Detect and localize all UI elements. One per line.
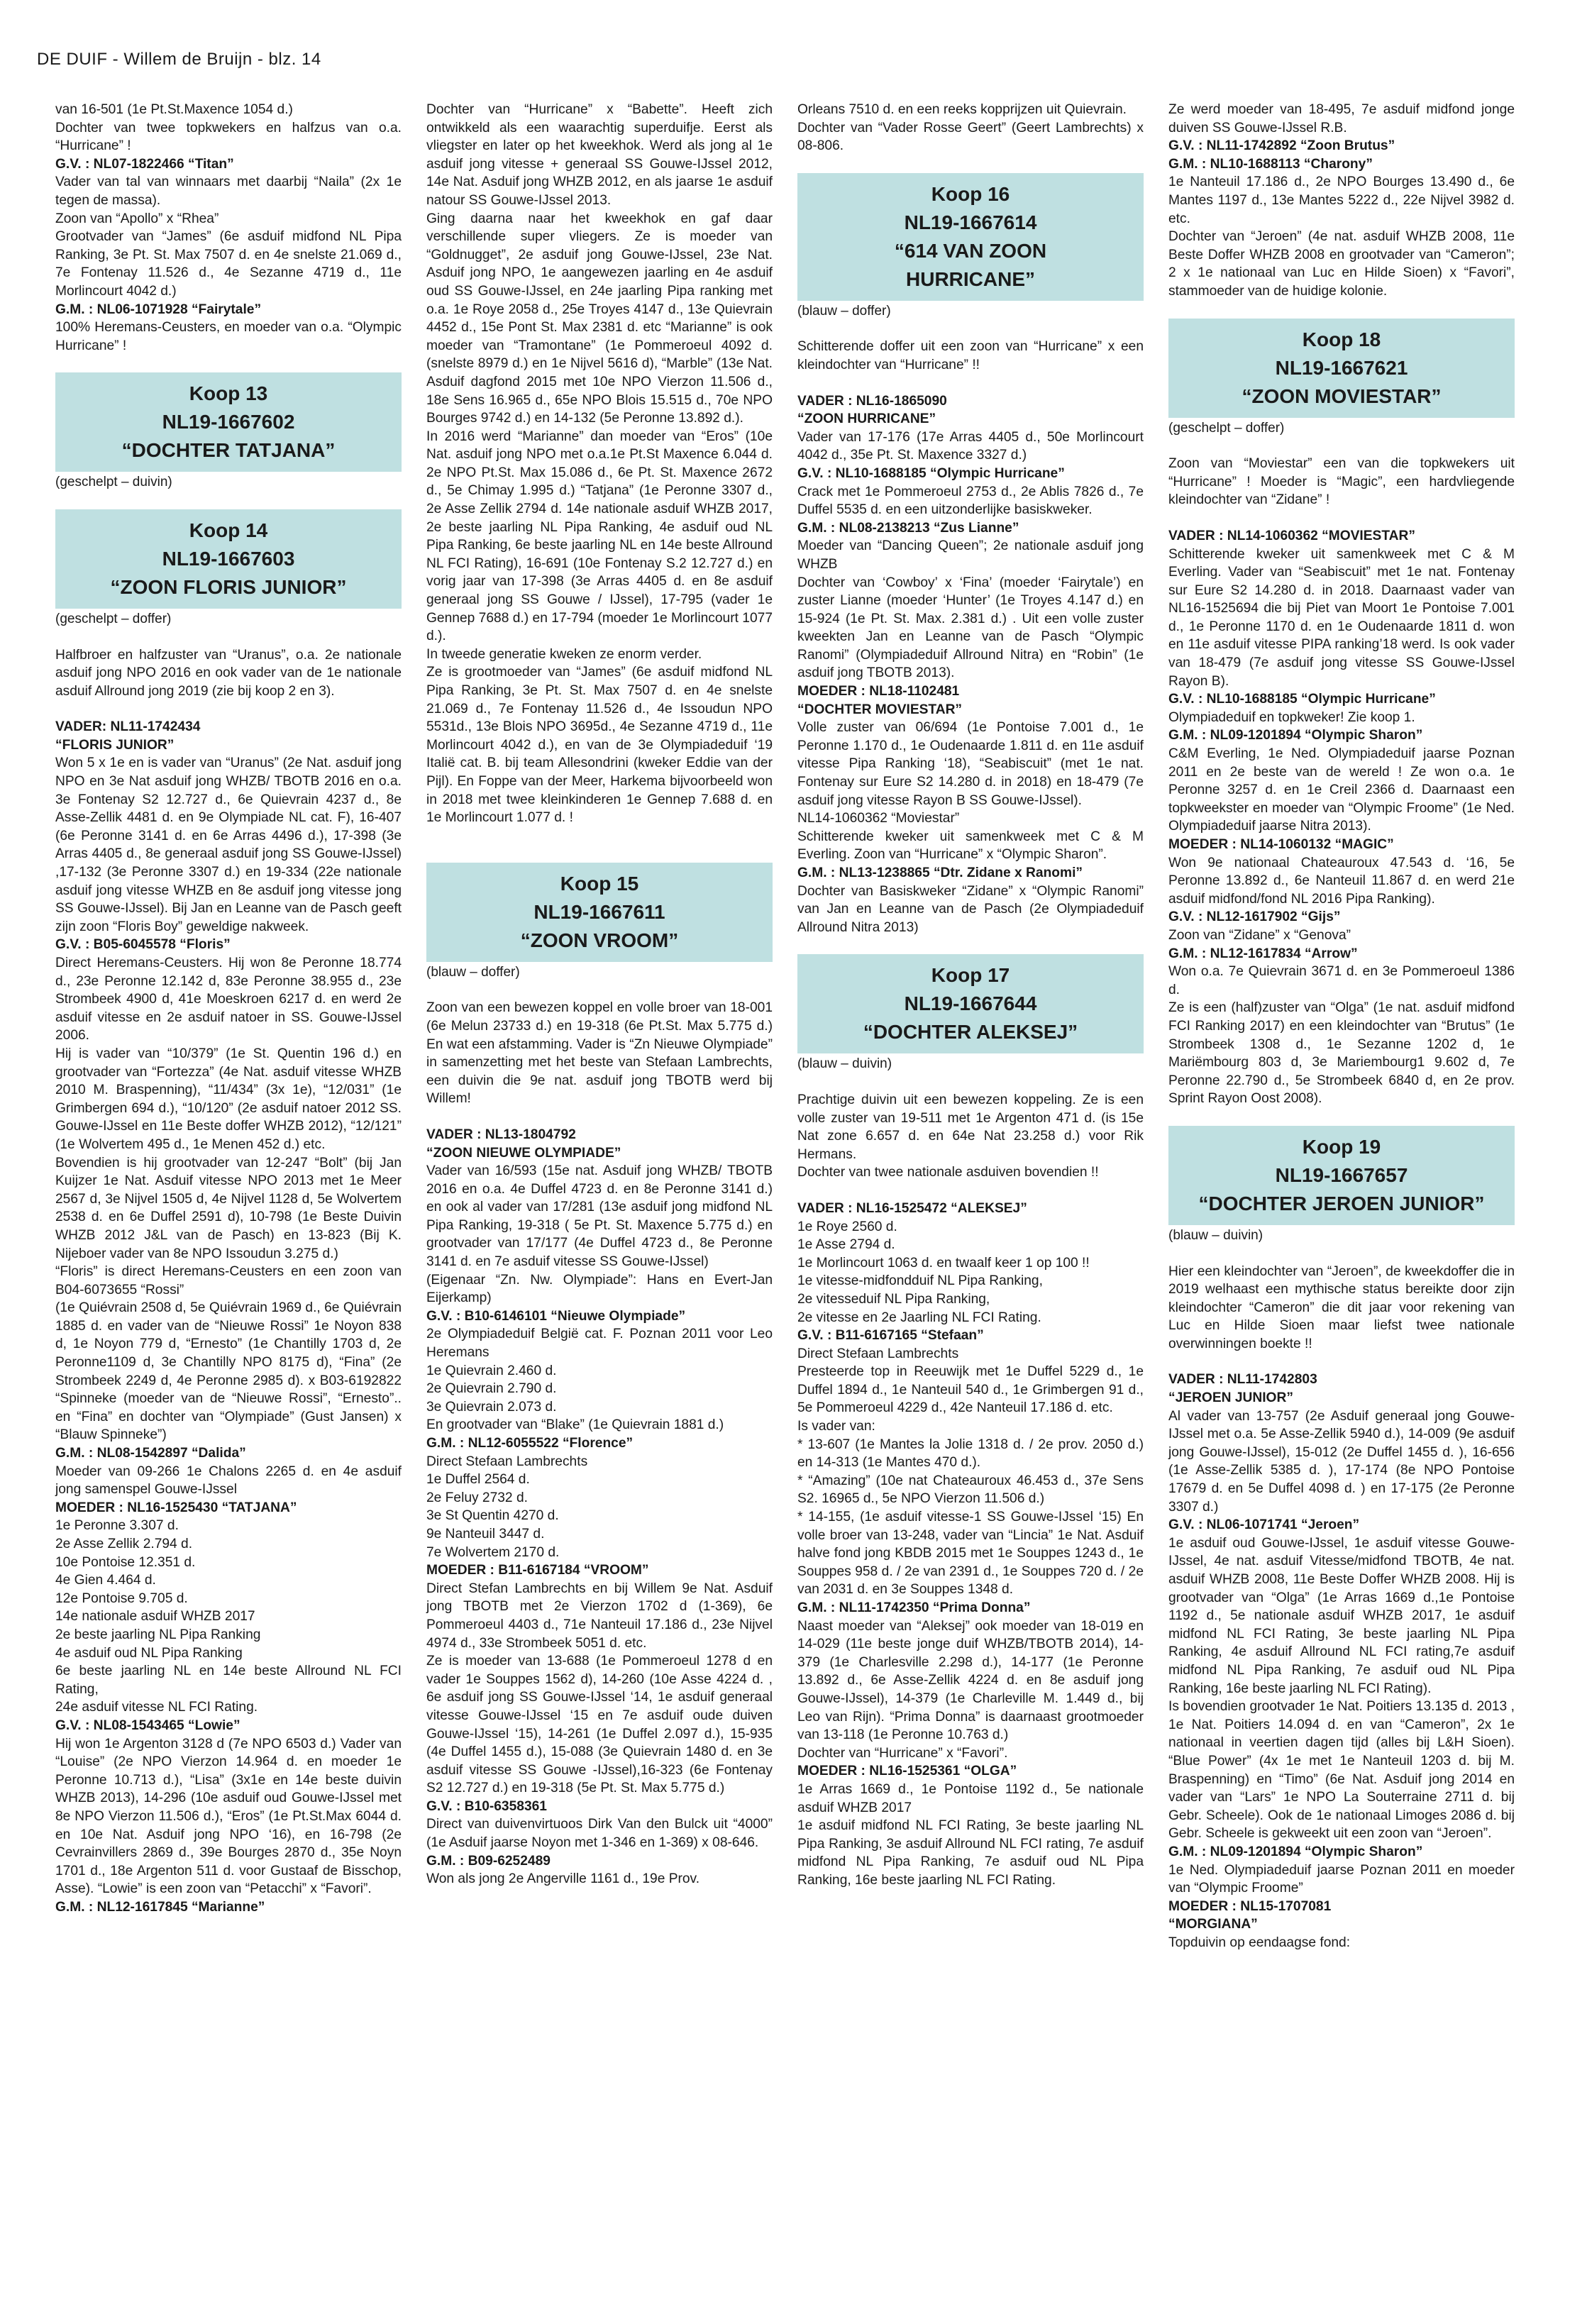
ring-number: NL19-1667611 [533,900,665,923]
page-header: DE DUIF - Willem de Bruijn - blz. 14 [37,50,321,69]
pedigree-heading: G.V. : NL10-1688185 “Olympic Hurricane” [797,465,1065,481]
lot-number: Koop 18 [1302,328,1381,350]
ring-number: NL19-1667644 [904,992,1037,1015]
spacer [1168,1353,1515,1371]
lot-title-box [797,954,1144,1053]
spacer [797,1182,1144,1200]
body-paragraph: Direct Stefaan Lambrechts Presteerde top in Reeuwijk met 1e Duffel 5229 d., 1e Duffel 1894 d., 1e Nanteuil 540 d., 1e Grimbergen 91 d., 5e Pommeroeul 4229 d., 42e Nanteuil 17.186 d. etc. Is vader van: * 13-607 (1e Mantes la Jolie 1318 d. / 2e prov. 2050 d.) en 14-313 (1e Mantes 470 d.). * “Amazing” (10e nat Chateauroux 46.453 d., 37e Sens S2. 16965 d., 5e NPO Vierzon 11.506 d.) * 14-155, (1e asduif vitesse-1 SS Gouwe-IJssel ‘15) En volle broer van 13-248, vader van “Lincia” 1e Nat. Asduif halve fond jong KBDB 2015 met 1e Souppes 1243 d., 1e Souppes 958 d. / 2e van 2391 d., 1e Souppes 720 d. / 2e van 2031 d. en 3e Souppes 1348 d. [797,1346,1144,1598]
body-paragraph: Schitterende kweker uit samenkweek met C & M Everling. Vader van “Seabiscuit” met 1e nat. Fontenay sur Eure S2 14.280 d. in 2018. Daarnaast vader van NL16-1525694 die bij Piet van Moort 1e Pontoise 7.001 d., 1e Peronne 1170 d. en 1e Oudenaarde 1811 d. won en 11e asduif vitesse PIPA ranking’18 werd. Is ook vader van 18-479 (7e asduif jong vitesse SS Gouwe-IJssel Rayon B). [1168,546,1515,689]
lot-number: Koop 16 [931,182,1010,205]
column-4 [1168,101,1515,1952]
pedigree-heading: VADER : NL13-1804792 “ZOON NIEUWE OLYMPIADE” [426,1127,621,1161]
spacer [797,320,1144,338]
pedigree-heading: VADER : NL16-1865090 “ZOON HURRICANE” [797,393,947,427]
body-paragraph: Moeder van “Dancing Queen”; 2e nationale asduif jong WHZB Dochter van ‘Cowboy’ x ‘Fina’ (moeder ‘Fairytale’) en zuster Lianne (moeder ‘Hunter’ (1e Troyes 4.147 d.) en 15-924 (1e Pt. St. Max. 2.381 d.) . Uit een volle zuster kweekten Jan en Leanne van de Pasch “Olympic Ranomi” (Olympiadeduif Allround Nitra) en “Robin” (1e asduif jong TBOTB 2013). [797,538,1144,681]
lot-title-box [426,863,773,962]
body-paragraph: Crack met 1e Pommeroeul 2753 d., 2e Ablis 7826 d., 7e Duffel 5535 d. en een uitzonderlijke basiskweker. [797,484,1144,518]
lot-subtitle: (blauw – doffer) [426,964,520,980]
body-paragraph: 1e Roye 2560 d. 1e Asse 2794 d. 1e Morlincourt 1063 d. en twaalf keer 1 op 100 !! 1e vitesse-midfondduif NL Pipa Ranking, 2e vitesseduif NL Pipa Ranking, 2e vitesse en 2e Jaarling NL FCI Rating. [797,1219,1090,1325]
body-paragraph: Prachtige duivin uit een bewezen koppeling. Ze is een volle zuster van 19-511 met 1e Argenton 471 d. (is 15e Nat zone 6.657 d. en 64e Nat 23.258 d.) voor Rik Hermans. Dochter van twee nationale asduiven bovendien !! [797,1092,1144,1180]
pedigree-heading: G.V. : NL12-1617902 “Gijs” [1168,909,1341,925]
pedigree-heading: G.V. : NL06-1071741 “Jeroen” [1168,1517,1360,1533]
body-paragraph: Vader van 16/593 (15e nat. Asduif jong WHZB/ TBOTB 2016 en o.a. 4e Duffel 4723 d. en 8e Peronne 3141 d.) en ook al vader van 17/281 (13e asduif jong midfond NL Pipa Ranking, 19-318 ( 5e Pt. St. Maxence 5.775 d.) en grootvader van 17/177 (4e Duffel 4723 d., 8e Peronne 3141 d. en 7e asduif vitesse SS Gouwe-IJssel) (Eigenaar “Zn. Nw. Olympiade”: Hans en Evert-Jan Eijerkamp) [426,1163,773,1306]
column-3 [797,101,1144,1890]
ring-number: NL19-1667621 [1275,356,1408,379]
spacer [797,1073,1144,1091]
spacer [797,936,1144,954]
lot-title-box [1168,1126,1515,1225]
body-paragraph: Schitterende doffer uit een zoon van “Hurricane” x een kleindochter van “Hurricane” !! [797,339,1144,372]
body-paragraph: Zoon van een bewezen koppel en volle broer van 18-001 (6e Melun 23733 d.) en 19-318 (6e Pt.St. Max 5.775 d.) En wat een afstamming. Vader is “Zn Nieuwe Olympiade” in samenzetting met het beste van Stefaan Lambrechts, een duivin die 9e nat. asduif jong TBOTB werd bij Willem! [426,1000,773,1107]
body-paragraph: 1e Nanteuil 17.186 d., 2e NPO Bourges 13.490 d., 6e Mantes 1197 d., 13e Mantes 5222 d., 22e Nijvel 3982 d. etc. Dochter van “Jeroen” (4e nat. asduif WHZB 2008, 11e Beste Doffer WHZB 2008 en grootvader van “Cameron”; 2 x 1e nationaal van Luc en Hilde Sioen) x “Favori”, stammoeder van de huidige kolonie. [1168,175,1515,299]
spacer [55,355,402,372]
lot-subtitle: (blauw – duivin) [797,1056,892,1072]
pedigree-heading: G.M. : NL09-1201894 “Olympic Sharon” [1168,728,1423,743]
pedigree-heading: G.M. : B09-6252489 [426,1853,551,1869]
body-paragraph: 100% Heremans-Ceusters, en moeder van o.a. “Olympic Hurricane” ! [55,320,402,353]
body-paragraph: Won 5 x 1e en is vader van “Uranus” (2e Nat. asduif jong NPO en 3e Nat asduif jong WHZB/ TBOTB 2016 en o.a. 3e Fontenay S2 12.727 d., 6e Quievrain 4237 d., 8e Asse-Zellik 4481 d. en 9e Olympiade NL cat. F), 16-407 (6e Peronne 3141 d. en 6e Arras 4496 d.), 17-398 (3e Arras 4405 d., 8e generaal asduif jong SS Gouwe-IJssel) ,17-132 (3e Peronne 3307 d.) en 19-334 (22e nationale asduif jong vitesse WHZB en 8e asduif jong vitesse jong SS Gouwe-IJssel). Bij Jan en Leanne van de Pasch geeft zijn zoon “Floris Boy” geweldige nakweek. [55,756,402,934]
pedigree-heading: G.M. : NL08-1542897 “Dalida” [55,1446,246,1461]
lot-name: “ZOON MOVIESTAR” [1242,384,1442,407]
pedigree-heading: G.V. : B11-6167165 “Stefaan” [797,1328,984,1344]
pedigree-heading: G.M. : NL12-1617845 “Marianne” [55,1899,265,1915]
spacer [797,375,1144,392]
pedigree-heading: G.M. : NL12-1617834 “Arrow” [1168,946,1358,961]
pedigree-heading: G.M. : NL11-1742350 “Prima Donna” [797,1600,1031,1615]
body-paragraph: Direct Stefan Lambrechts en bij Willem 9e Nat. Asduif jong TBOTB met 2e Vierzon 1702 d (1-369), 6e Pommeroeul 4403 d., 71e Nanteuil 17.186 d., 23e Nijvel 4974 d., 33e Strombeek 5051 d. etc. Ze is moeder van 13-688 (1e Pommeroeul 1278 d en vader 1e Souppes 1562 d), 14-260 (10e Asse 4224 d. , 6e asduif jong SS Gouwe-IJssel ‘14, 1e asduif generaal vitesse Gouwe-IJssel ‘15 en 7e asduif oude duiven Gouwe-IJssel ‘15), 14-261 (1e Duffel 2.097 d.), 15-935 (4e Duffel 1455 d.), 15-088 (3e Quievrain 1480 d. en 3e asduif vitesse SS Gouwe -IJssel),16-323 (6e Fontenay S2 12.727 d.) en 19-318 (5e Pt. St. Max 5.775 d.) [426,1581,773,1796]
body-paragraph: Topduivin op eendaagse fond: [1168,1935,1351,1950]
spacer [1168,1245,1515,1263]
pedigree-heading: G.V. : NL11-1742892 “Zoon Brutus” [1168,138,1395,154]
spacer [1168,437,1515,455]
lot-subtitle: (geschelpt – duivin) [55,475,172,490]
lot-title-box [1168,319,1515,418]
lot-name: “DOCHTER TATJANA” [121,439,336,462]
lot-name: “DOCHTER ALEKSEJ” [863,1021,1078,1044]
column-2 [426,101,773,1888]
lot-number: Koop 19 [1302,1135,1381,1158]
spacer [426,1108,773,1126]
pedigree-heading: G.M. : NL13-1238865 “Dtr. Zidane x Ranomi” [797,865,1083,880]
spacer [1168,301,1515,319]
ring-number: NL19-1667614 [904,211,1037,233]
lot-name: “DOCHTER JEROEN JUNIOR” [1198,1192,1485,1214]
body-paragraph: Direct van duivenvirtuoos Dirk Van den Bulck uit “4000” (1e Asduif jaarse Noyon met 1-346 en 1-369) x 08-646. [426,1817,773,1851]
spacer [426,845,773,863]
body-paragraph: Orleans 7510 d. en een reeks kopprijzen uit Quievrain. Dochter van “Vader Rosse Geert” (Geert Lambrechts) x 08-806. [797,102,1144,154]
body-paragraph: 1e Peronne 3.307 d. 2e Asse Zellik 2.794 d. 10e Pontoise 12.351 d. 4e Gien 4.464 d. 12e Pontoise 9.705 d. 14e nationale asduif WHZB 2017 2e beste jaarling NL Pipa Ranking 4e asduif oud NL Pipa Ranking 6e beste jaarling NL en 14e beste Allround NL FCI Rating, 24e asduif vitesse NL FCI Rating. [55,1518,402,1715]
pedigree-heading: G.M. : NL09-1201894 “Olympic Sharon” [1168,1844,1423,1859]
body-paragraph: Vader van 17-176 (17e Arras 4405 d., 50e Morlincourt 4042 d., 35e Pt. St. Maxence 3327 d.) [797,429,1144,463]
lot-subtitle: (geschelpt – doffer) [1168,420,1285,436]
lot-title-box [55,372,402,472]
spacer [426,827,773,845]
lot-title-box [797,173,1144,301]
lot-subtitle: (blauw – duivin) [1168,1227,1263,1243]
body-paragraph: Moeder van 09-266 1e Chalons 2265 d. en 4e asduif jong samenspel Gouwe-IJssel [55,1463,402,1498]
pedigree-heading: MOEDER : NL16-1525430 “TATJANA” [55,1500,297,1515]
lot-title-box [55,509,402,609]
lot-subtitle: (blauw – doffer) [797,303,891,319]
body-paragraph: Won als jong 2e Angerville 1161 d., 19e Prov. [426,1871,700,1887]
spacer [1168,1108,1515,1126]
pedigree-heading: VADER : NL11-1742803 “JEROEN JUNIOR” [1168,1372,1317,1406]
pedigree-heading: MOEDER : B11-6167184 “VROOM” [426,1563,649,1578]
pedigree-heading: VADER: NL11-1742434 “FLORIS JUNIOR” [55,719,201,753]
pedigree-heading: G.V. : NL08-1543465 “Lowie” [55,1717,240,1733]
pedigree-heading: MOEDER : NL18-1102481 “DOCHTER MOVIESTAR” [797,684,963,717]
lot-number: Koop 17 [931,964,1010,987]
body-paragraph: 2e Olympiadeduif België cat. F. Poznan 2011 voor Leo Heremans 1e Quievrain 2.460 d. 2e Quievrain 2.790 d. 3e Quievrain 2.073 d. En grootvader van “Blake” (1e Quievrain 1881 d.) [426,1327,773,1433]
pedigree-heading: G.V. : B05-6045578 “Floris” [55,937,231,953]
ring-number: NL19-1667657 [1275,1163,1408,1186]
body-paragraph: Ze werd moeder van 18-495, 7e asduif midfond jonge duiven SS Gouwe-IJssel R.B. [1168,102,1515,135]
body-paragraph: Halfbroer en halfzuster van “Uranus”, o.a. 2e nationale asduif jong NPO 2016 en ook vader van de 1e nationale asduif Allround jong 2019 (zie bij koop 2 en 3). [55,647,402,699]
body-paragraph: Hier een kleindochter van “Jeroen”, de kweekdoffer die in 2019 welhaast een mythische status bereikte door zijn kleindochter “Cameron” die dit jaar voor rekening van Luc en Hilde Sioen maar liefst twee nationale overwinningen boekte !! [1168,1263,1515,1351]
body-paragraph: Zoon van “Zidane” x “Genova” [1168,927,1351,943]
body-paragraph: Al vader van 13-757 (2e Asduif generaal jong Gouwe-IJssel met o.a. 5e Asse-Zellik 5940 d.), 14-009 (9e asduif jong Gouwe-IJssel), 15-012 (2e Duffel 1455 d. ), 16-656 (1e Asse-Zellik 5385 d. ), 17-174 (8e NPO Pontoise 17679 d. en 5e Duffel 4098 d. ) en 17-175 (2e Peronne 3307 d.) [1168,1408,1515,1515]
body-paragraph: Volle zuster van 06/694 (1e Pontoise 7.001 d., 1e Peronne 1.170 d., 1e Oudenaarde 1.811 d. en 11e asduif vitesse Pipa Ranking ‘18), “Seabiscuit” (met 1e nat. Fontenay sur Eure S2 14.280 d. in 2018) en 18-479 (7e asduif jong vitesse Rayon B SS Gouwe-IJssel). NL14-1060362 “Moviestar” Schitterende kweker uit samenkweek met C & M Everling. Zoon van “Hurricane” x “Olympic Sharon”. [797,720,1144,863]
lot-name: “ZOON FLORIS JUNIOR” [110,575,347,598]
spacer [55,629,402,646]
spacer [55,700,402,718]
spacer [55,492,402,509]
body-paragraph: Vader van tal van winnaars met daarbij “Naila” (2x 1e tegen de massa). Zoon van “Apollo” x “Rhea” Grootvader van “James” (6e asduif midfond NL Pipa Ranking, 3e Pt. St. Max 7507 d. en 4e snelste 21.069 d., 7e Fontenay 11.526 d., 4e Sezanne 4719 d., 11e Morlincourt 4042 d.) [55,175,402,299]
body-paragraph: Hij won 1e Argenton 3128 d (7e NPO 6503 d.) Vader van “Louise” (2e NPO Vierzon 14.964 d. en moeder 1e Peronne 10.713 d.), “Lisa” (3x1e en 14e beste duivin WHZB 2013), 14-296 (10e asduif oud Gouwe-IJssel met 8e NPO Vierzon 11.506 d.), “Eros” (1e Pt.St.Max 6044 d. en 10e Nat. Asduif jong NPO ‘16), en 16-798 (2e Cevrainvillers 2869 d., 39e Bourges 2870 d., 35e Noyn 1701 d., 18e Argenton 511 d. voor Gustaaf de Bisschop, Asse). “Lowie” is een zoon van “Petacchi” x “Favori”. [55,1736,402,1897]
body-paragraph: van 16-501 (1e Pt.St.Maxence 1054 d.) Dochter van twee topkwekers en halfzus van o.a. “Hurricane” ! [55,102,402,154]
pedigree-heading: G.V. : B10-6358361 [426,1798,547,1814]
pedigree-heading: VADER : NL14-1060362 “MOVIESTAR” [1168,528,1415,543]
lot-number: Koop 14 [189,519,268,541]
body-paragraph: Won 9e nationaal Chateauroux 47.543 d. ‘16, 5e Peronne 13.892 d., 6e Nanteuil 11.867 d. en werd 21e asduif midfond/fond NL 2016 Pipa Ranking). [1168,855,1515,907]
pedigree-heading: G.M. : NL10-1688113 “Charony” [1168,156,1373,172]
body-paragraph: Naast moeder van “Aleksej” ook moeder van 18-019 en 14-029 (11e beste jonge duif WHZB/TBOTB 2014), 14-379 (1e Charlesville 2.298 d.), 14-177 (1e Peronne 13.892 d., 6e Asse-Zellik 4224 d. en 8e asduif jong Gouwe-IJssel), 14-379 (1e Charleville M. 1.449 d., bij Leo van Rijn). “Prima Donna” is daarnaast grootmoeder van 13-118 (1e Peronne 10.763 d.) Dochter van “Hurricane” x “Favori”. [797,1618,1144,1761]
pedigree-heading: MOEDER : NL16-1525361 “OLGA” [797,1764,1017,1779]
ring-number: NL19-1667603 [162,547,295,570]
pedigree-heading: MOEDER : NL14-1060132 “MAGIC” [1168,837,1394,852]
lot-name: “614 VAN ZOON [894,239,1047,262]
lot-name: “ZOON VROOM” [520,929,679,951]
pedigree-heading: G.M. : NL06-1071928 “Fairytale” [55,301,262,317]
pedigree-heading: G.V. : B10-6146101 “Nieuwe Olympiade” [426,1308,686,1324]
spacer [426,981,773,999]
lot-number: Koop 15 [560,872,639,895]
body-paragraph: Zoon van “Moviestar” een van die topkwekers uit “Hurricane” ! Moeder is “Magic”, een hardvliegende kleindochter van “Zidane” ! [1168,456,1515,508]
spacer [797,155,1144,173]
lot-number: Koop 13 [189,382,268,405]
body-paragraph: Direct Heremans-Ceusters. Hij won 8e Peronne 18.774 d., 23e Peronne 12.142 d, 83e Peronne 38.955 d., 23e Strombeek 4900 d, 41e Moeskroen 6217 d. en werd 2e asduif vitesse en 2e asduif natoer in SS. Gouwe-IJssel 2006. Hij is vader van “10/379” (1e St. Quentin 196 d.) en grootvader van “Fortezza” (4e Nat. asduif vitesse WHZB 2010 M. Braspenning), “11/434” (3x 1e), “12/031” (1e Grimbergen 694 d.), “10/120” (2e asduif natoer 2012 SS. Gouwe-IJssel en 11e Beste doffer WHZB 2012), “12/121” (1e Wolvertem 495 d., 1e Menen 452 d.) etc. Bovendien is hij grootvader van 12-247 “Bolt” (bij Jan Kuijzer 1e Nat. Asduif vitesse NPO 2013 met 1e Meer 2567 d, 3e Nijvel 1505 d, 4e Nijvel 1128 d, 5e Wolvertem 2538 d. en 6e Duffel 2591 d), 10-798 (1e Beste Duivin WHZB 2012 J&L van de Pasch) en 13-823 (Bij K. Nijeboer vader van 8e NPO Issoudun 3.275 d.) “Floris” is direct Heremans-Ceusters en een zoon van B04-6073655 “Rossi” (1e Quiévrain 2508 d, 5e Quiévrain 1969 d., 6e Quiévrain 1885 d. en vader van de “Nieuwe Rossi” 1e Noyon 838 d, 1e Noyon 779 d, “Ernesto” (1e Chantilly 1703 d, 2e Peronne1109 d, 3e Chantilly NPO 8175 d), “Fina” (2e Strombeek 2249 d, 4e Peronne 2985 d). x B03-6192822 “Spinneke (moeder van de “Nieuwe Rossi”, “Ernesto”.. en “Fina” en dochter van “Olympiade” (Gust Jansen) x “Blauw Spinneke”) [55,956,402,1443]
body-paragraph: Olympiadeduif en topkweker! Zie koop 1. [1168,709,1415,725]
pedigree-heading: G.V. : NL07-1822466 “Titan” [55,156,234,172]
column-1 [55,101,402,1916]
body-paragraph: Dochter van Basiskweker “Zidane” x “Olympic Ranomi” van Jan en Leanne van de Pasch (2e Olympiadeduif Allround Nitra 2013) [797,883,1144,935]
body-paragraph: 1e asduif oud Gouwe-IJssel, 1e asduif vitesse Gouwe-IJssel, 4e nat. asduif Vitesse/midfond TBOTB, 4e nat. asduif WHZB 2008, 11e Beste Doffer WHZB 2008. Hij is grootvader van “Olga” (1e Arras 1669 d.,1e Pontoise 1192 d., 5e nationale asduif WHZB 2017, 1e asduif midfond NL FCI Rating, 3e beste jaarling NL Pipa Ranking, 4e asduif Allround NL FCI rating,7e asduif midfond NL Pipa Ranking, 7e asduif oud NL Pipa Ranking, 16e beste jaarling NL FCI Rating). Is bovendien grootvader 1e Nat. Poitiers 13.135 d. 2013 , 1e Nat. Poitiers 14.094 d. en van “Cameron”, 2x 1e nationaal in veertien dagen tijd (alles bij L&H Sioen). “Blue Power” (4x 1e met 1e Nanteuil 1203 d. bij M. Braspenning) en “Timo” (6e Nat. Asduif jong 2014 en vader van “Lars” 1e NPO La Souterraine 2711 d. bij Gebr. Scheele). Ook de 1e nationaal Limoges 2086 d. bij Gebr. Scheele is gekweekt uit een zoon van “Jeroen”. [1168,1535,1515,1842]
ring-number: NL19-1667602 [162,411,295,433]
pedigree-heading: G.M. : NL08-2138213 “Zus Lianne” [797,520,1019,536]
body-paragraph: Direct Stefaan Lambrechts 1e Duffel 2564 d. 2e Feluy 2732 d. 3e St Quentin 4270 d. 9e Nanteuil 3447 d. 7e Wolvertem 2170 d. [426,1454,588,1560]
body-paragraph: C&M Everling, 1e Ned. Olympiadeduif jaarse Poznan 2011 en 2e beste van de wereld ! Ze won o.a. 1e Peronne 3257 d. en 1e Creil 2366 d. Daarnaast een topkweekster en moeder van “Olympic Froome” (1e Ned. Olympiadeduif jaarse Nitra 2013). [1168,746,1515,834]
body-paragraph: 1e Ned. Olympiadeduif jaarse Poznan 2011 en moeder van “Olympic Froome” [1168,1862,1515,1896]
lot-subtitle: (geschelpt – doffer) [55,611,172,626]
body-paragraph: 1e Arras 1669 d., 1e Pontoise 1192 d., 5e nationale asduif WHZB 2017 1e asduif midfond NL FCI Rating, 3e beste jaarling NL Pipa Ranking, 3e asduif Allround NL FCI rating, 7e asduif midfond NL Pipa Ranking, 7e asduif oud NL Pipa Ranking, 16e beste jaarling NL FCI Rating. [797,1781,1144,1888]
pedigree-heading: G.M. : NL12-6055522 “Florence” [426,1436,634,1451]
pedigree-heading: VADER : NL16-1525472 “ALEKSEJ” [797,1200,1027,1216]
body-paragraph: Dochter van “Hurricane” x “Babette”. Heeft zich ontwikkeld als een waarachtig superduifje. Eerst als vliegster en later op het kweekhok. Werd als jong al 1e asduif jong vitesse + generaal SS Gouwe-IJssel 2012, 14e Nat. Asduif jong WHZB 2012, en als jaarse 1e asduif natour SS Gouwe-IJssel 2013. Ging daarna naar het kweekhok en gaf daar verschillende super vliegers. Ze is moeder van “Goldnugget”, 2e asduif jong Gouwe-IJssel, 23e Nat. Asduif jong NPO, 1e aangewezen jaarling en 4e asduif oud SS Gouwe-IJssel, en 24e jaarling Pipa ranking met o.a. 1e Roye 2058 d., 25e Troyes 4147 d., 13e Quievrain 4452 d., 15e Pont St. Max 2381 d. etc “Marianne” is ook moeder van “Tramontane” (1e Pommeroeul 4092 d. (snelste 8979 d.) en 1e Nijvel 5616 d), “Marble” (13e Nat. Asduif dagfond 2015 met 10e NPO Vierzon 11.506 d., 18e Sens 16.965 d., 65e NPO Blois 15.515 d., 70e NPO Bourges 9742 d.) en 14-132 (5e Peronne 13.892 d.). In 2016 werd “Marianne” dan moeder van “Eros” (10e Nat. asduif jong NPO met o.a.1e Pt.St Maxence 6.044 d. 2e NPO Pt.St. Max 15.086 d., 6e Pt. St. Maxence 2672 d., 5e Chimay 1.995 d.) “Tatjana” (1e Peronne 3307 d., 2e Asse Zellik 2794 d. 14e nationale asduif WHZB 2017, 2e beste jaarling NL Pipa Ranking, 4e asduif oud NL Pipa Ranking, 6e beste jaarling NL en 14e beste Allround NL FCI Rating), 16-691 (10e Fontenay S.2 12.727 d.) en vorig jaar van 17-398 (3e Arras 4405 d. en 8e asduif generaal jong SS Gouwe / IJssel), 17-795 (vader 1e Gennep 7688 d.) en 17-794 (moeder 1e Morlincourt 1077 d.). In tweede generatie kweken ze enorm verder. Ze is grootmoeder van “James” (6e asduif midfond NL Pipa Ranking, 3e Pt. St. Max 7507 d. en 4e snelste 21.069 d., 7e Fontenay 11.526 d., 4e Issoudun NPO 5531d., 13e Blois NPO 3695d., 4e Sezanne 4719 d., 11e Morlincourt 4042 d.), en van de 3e Olympiadeduif ‘19 Italië cat. B. bij team Allesondrini (kweker Eddie van der Pijl). En Foppe van der Meer, Harkema bijvoorbeeld won in 2018 met twee kleinkinderen 1e Gennep 7.688 d. en 1e Morlincourt 1.077 d. ! [426,102,773,826]
body-paragraph: Won o.a. 7e Quievrain 3671 d. en 3e Pommeroeul 1386 d. Ze is een (half)zuster van “Olga” (1e nat. asduif midfond FCI Ranking 2017) en een kleindochter van “Brutus” (1e Strombeek 1308 d., 1e Sezanne 1202 d, 1e Mariëmbourg 803 d, 3e Mariembourg1 9.602 d, 7e Peronne 22.790 d., 5e Strombeek 6840 d, en 2e prov. Sprint Rayon Oost 2008). [1168,964,1515,1107]
pedigree-heading: MOEDER : NL15-1707081 “MORGIANA” [1168,1898,1332,1932]
pedigree-heading: G.V. : NL10-1688185 “Olympic Hurricane” [1168,692,1436,707]
lot-name: HURRICANE” [906,267,1035,290]
spacer [1168,509,1515,527]
